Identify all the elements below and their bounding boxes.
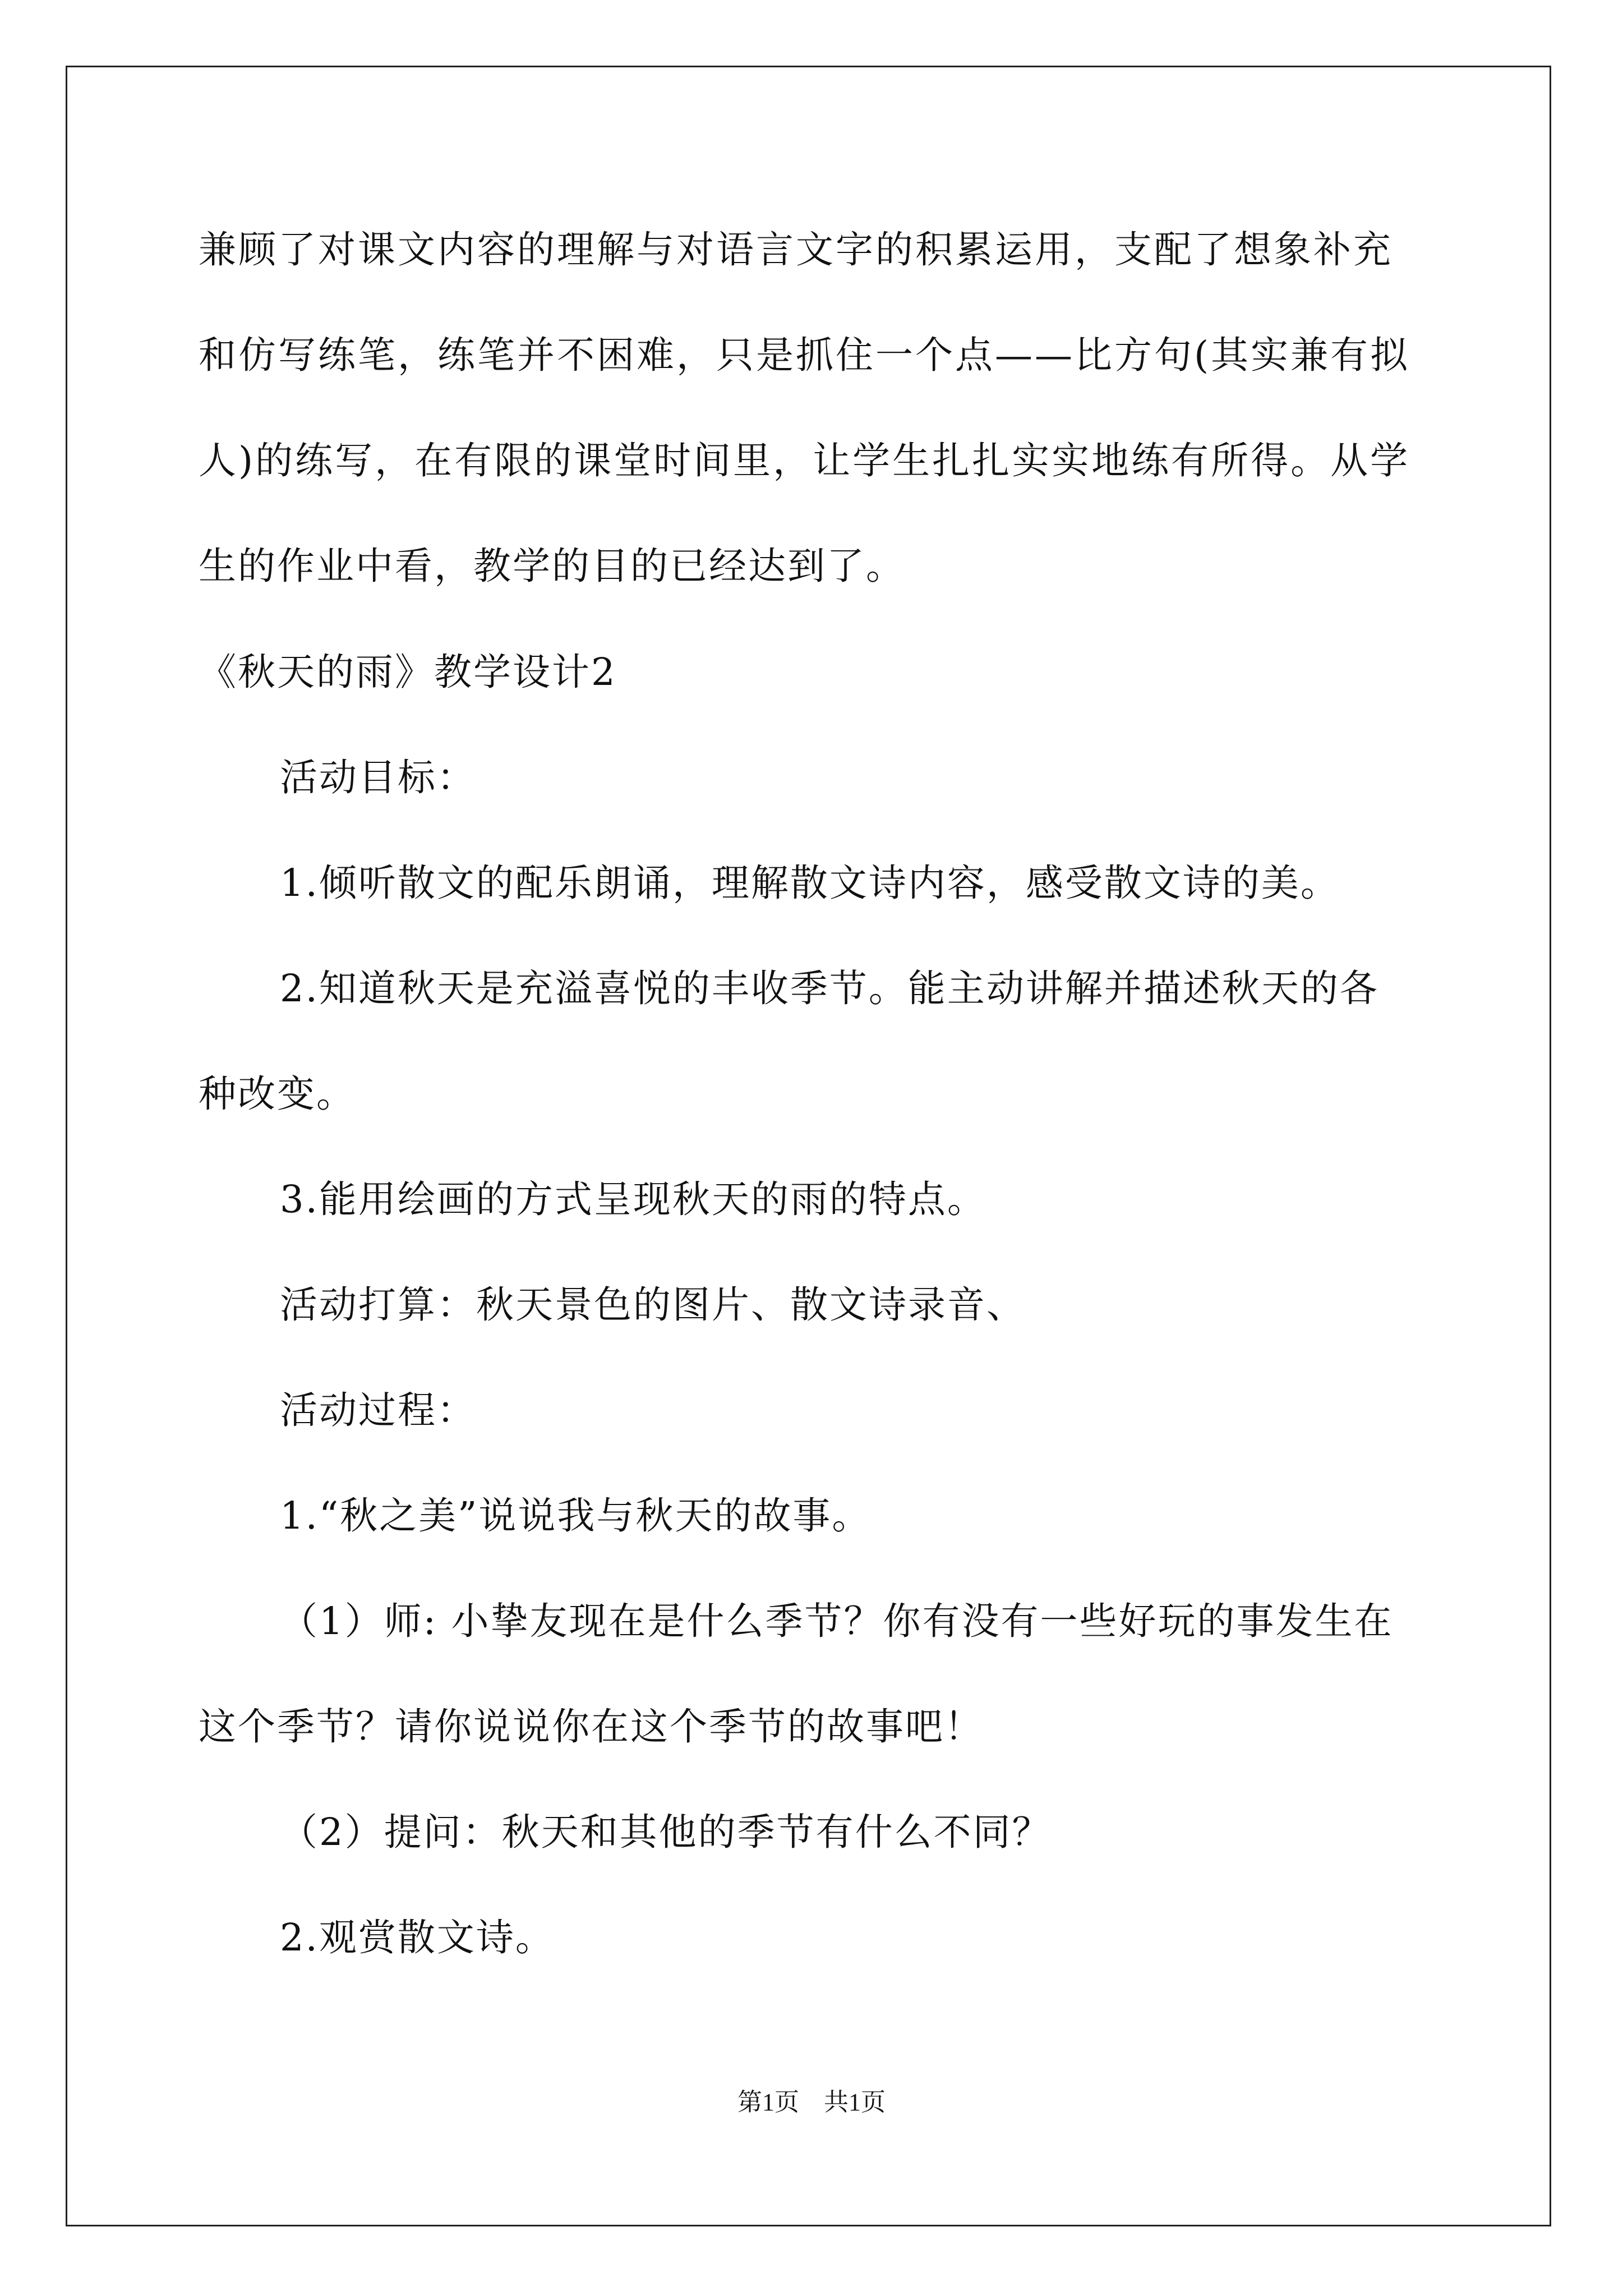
- list-item: （2）提问：秋天和其他的季节有什么不同？: [280, 1810, 1052, 1854]
- section-title: 《秋天的雨》教学设计2: [199, 650, 617, 694]
- page-number: 第1页: [737, 2088, 799, 2116]
- list-item: 3.能用绘画的方式呈现秋天的雨的特点。: [280, 1177, 986, 1221]
- page-footer: [0, 2086, 1623, 2119]
- paragraph-line: 这个季节？请你说说你在这个季节的故事吧！: [199, 1705, 984, 1749]
- page-total: 共1页: [824, 2088, 886, 2116]
- list-item: 1.倾听散文的配乐朗诵，理解散文诗内容，感受散文诗的美。: [280, 861, 1340, 905]
- paragraph-line: 活动打算：秋天景色的图片、散文诗录音、: [280, 1283, 1026, 1327]
- paragraph-line: 人)的练写，在有限的课堂时间里，让学生扎扎实实地练有所得。从学: [199, 439, 1410, 482]
- list-item: 2.知道秋天是充溢喜悦的丰收季节。能主动讲解并描述秋天的各: [280, 967, 1379, 1010]
- paragraph-line: 和仿写练笔，练笔并不困难，只是抓住一个点——比方句(其实兼有拟: [199, 333, 1410, 377]
- paragraph-line: 生的作业中看，教学的目的已经达到了。: [199, 544, 905, 588]
- paragraph-line: 兼顾了对课文内容的理解与对语言文字的积累运用，支配了想象补充: [199, 228, 1393, 272]
- page-border: [66, 66, 1551, 2226]
- list-item: （1）师: 小挚友现在是什么季节？你有没有一些好玩的事发生在: [280, 1599, 1394, 1643]
- paragraph-line: 活动过程：: [280, 1388, 476, 1432]
- list-item: 2.观赏散文诗。: [280, 1916, 555, 1959]
- paragraph-line: 活动目标：: [280, 756, 476, 799]
- list-item: 1.“秋之美”说说我与秋天的故事。: [280, 1494, 872, 1538]
- paragraph-line: 种改变。: [199, 1072, 356, 1116]
